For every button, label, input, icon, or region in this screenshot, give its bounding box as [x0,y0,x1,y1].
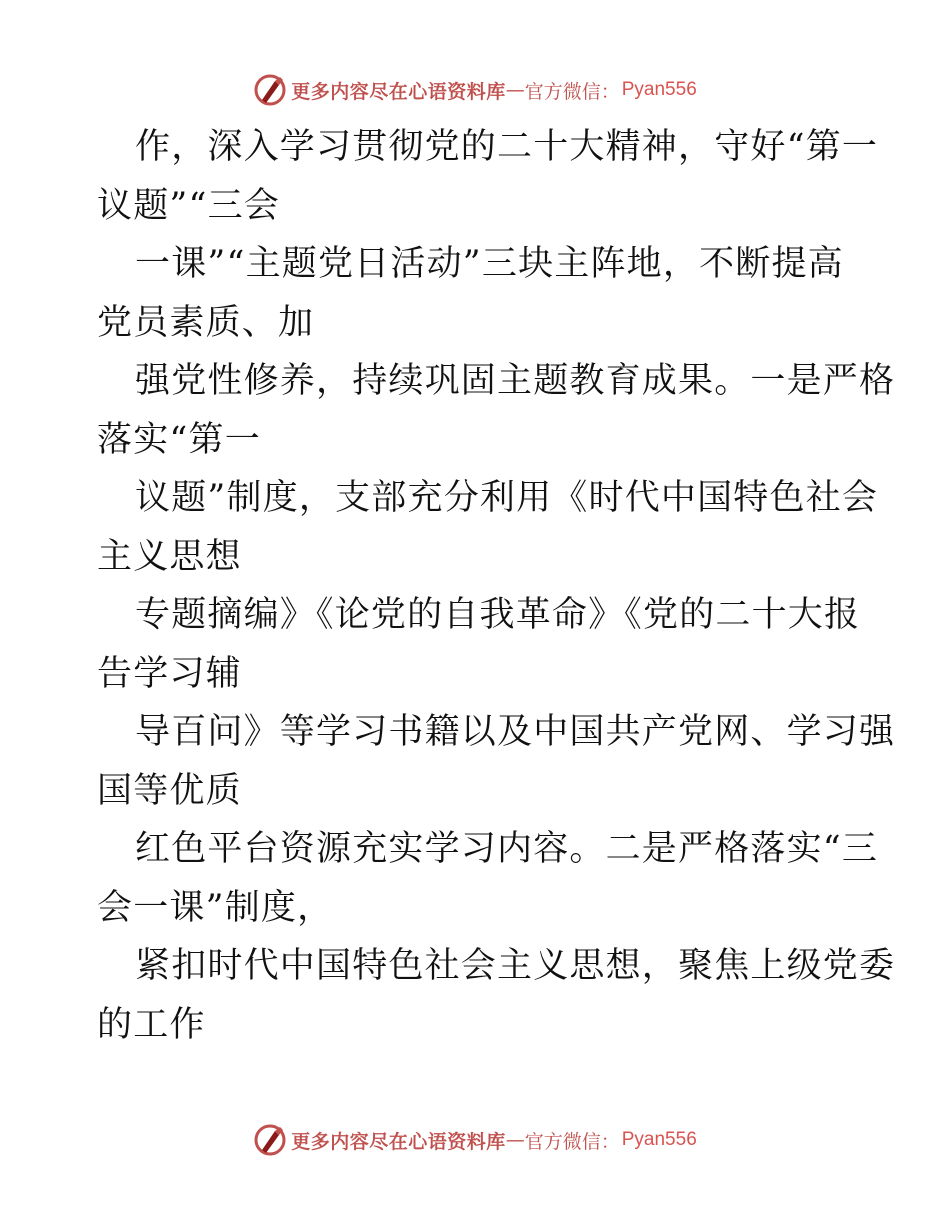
body-line: 国等优质 [97,770,242,811]
document-body [97,118,896,1054]
body-line: 会一课”制度， [97,887,334,928]
body-line: 告学习辅 [97,653,242,694]
footer-separator: — [505,1129,525,1151]
body-line: 紧扣时代中国特色社会主义思想，聚焦上级党委 [135,946,896,986]
body-line: 主义思想 [97,536,242,577]
body-line: 强党性修养，持续巩固主题教育成果。一是严格 [135,361,896,401]
footer-banner-text: 更多内容尽在心语资料库 [291,1130,506,1153]
header-wechat-label: 官方微信： [524,80,620,103]
body-line: 专题摘编》《论党的自我革命》《党的二十大报 [135,595,861,635]
body-line: 一课”“主题党日活动”三块主阵地，不断提高 [135,244,844,284]
footer-wechat-id: Pyan556 [621,1129,697,1150]
body-line: 党员素质、加 [97,302,315,343]
body-line: 作，深入学习贯彻党的二十大精神，守好“第一 [135,127,879,167]
body-line: 议题”制度，支部充分利用《时代中国特色社会 [135,478,879,518]
footer-banner [0,1120,950,1160]
body-line: 议题”“三会 [97,185,280,226]
header-separator: — [505,79,525,101]
body-line: 落实“第一 [97,419,261,460]
body-line: 红色平台资源充实学习内容。二是严格落实“三 [135,829,879,869]
pen-nib-logo-icon [253,73,287,107]
header-wechat-id: Pyan556 [621,79,697,100]
header-banner [0,70,950,110]
header-banner-text: 更多内容尽在心语资料库 [291,80,506,103]
pen-nib-logo-icon [253,1123,287,1157]
body-line: 导百问》等学习书籍以及中国共产党网、学习强 [135,712,896,752]
footer-wechat-label: 官方微信： [524,1130,620,1153]
body-line: 的工作 [97,1004,206,1045]
